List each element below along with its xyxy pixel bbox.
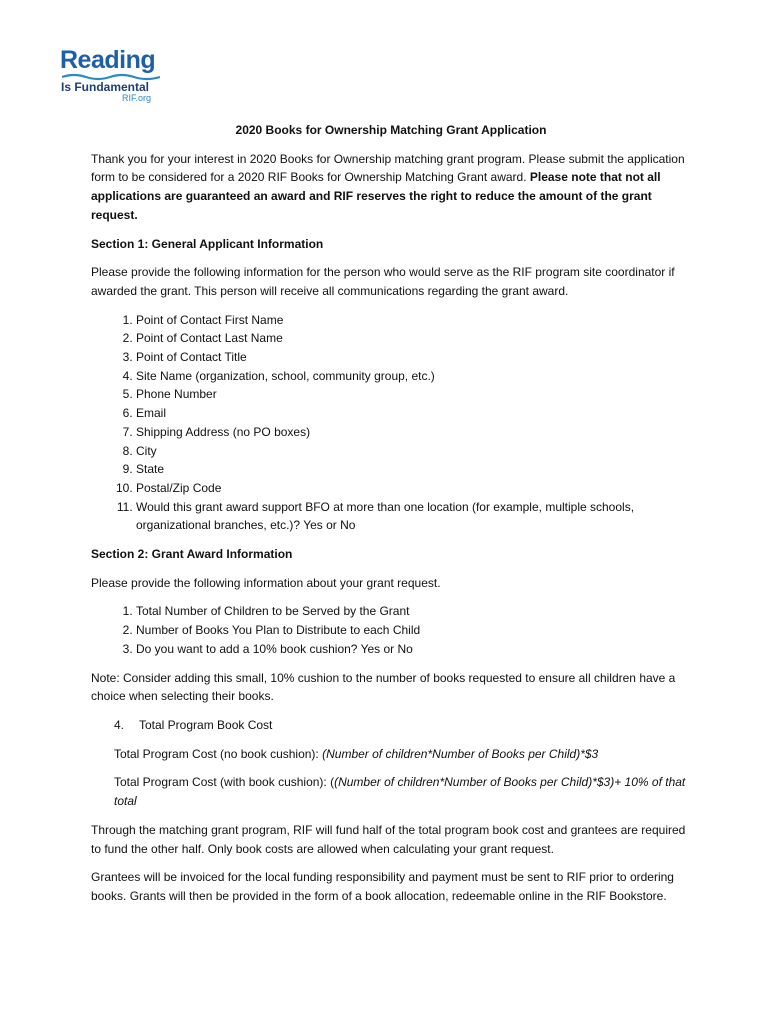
section2-list bbox=[91, 602, 691, 658]
item4-label: Total Program Book Cost bbox=[139, 717, 273, 732]
list-item: 3. Point of Contact Title bbox=[136, 348, 691, 367]
list-item: 1. Point of Contact First Name bbox=[136, 311, 691, 330]
list-item: 6. Email bbox=[136, 404, 691, 423]
cushion-note: Note: Consider adding this small, 10% cushion to the number of books requested to ensure all children have a choice when selecting their books. bbox=[91, 670, 676, 704]
item4-number: 4. bbox=[114, 717, 125, 732]
intro-bold-text: Please note that not all applications are guaranteed an award and RIF reserves the right to reduce the amount of the grant request. bbox=[91, 170, 661, 222]
list-item: 1. Total Number of Children to be Served by the Grant bbox=[136, 602, 691, 621]
section1-list bbox=[91, 311, 691, 535]
cost-no-cushion bbox=[114, 745, 691, 764]
list-item: 11. Would this grant award support BFO at more than one location (for example, multiple schools, organizational branches, etc.)? Yes or No bbox=[136, 498, 691, 535]
list-item: 9. State bbox=[136, 460, 691, 479]
section1-heading: Section 1: General Applicant Information bbox=[91, 236, 324, 251]
list-item: 8. City bbox=[136, 442, 691, 461]
logo-rif-org-text: RIF.org bbox=[122, 93, 152, 103]
intro-paragraph bbox=[91, 150, 691, 225]
section2-heading: Section 2: Grant Award Information bbox=[91, 547, 293, 562]
cost-with-cushion-label: Total Program Cost (with book cushion): ( bbox=[114, 775, 335, 790]
logo-is-fundamental-text: Is Fundamental bbox=[61, 80, 150, 94]
list-item: 5. Phone Number bbox=[136, 385, 691, 404]
cost-with-cushion-formula: (Number of children*Number of Books per Child)*$3)+ 10% of that total bbox=[114, 775, 686, 809]
total-program-cost-item bbox=[114, 716, 691, 735]
invoice-paragraph: Grantees will be invoiced for the local funding responsibility and payment must be sent to RIF prior to ordering books. Grants will then be provided in the form of a book allocation, redeemable online in the RIF Bookstore. bbox=[91, 870, 674, 903]
list-item: 2. Point of Contact Last Name bbox=[136, 329, 691, 348]
list-item: 7. Shipping Address (no PO boxes) bbox=[136, 423, 691, 442]
intro-text: Thank you for your interest in 2020 Books for Ownership matching grant program. Please submit the application form to be considered for a 2020 RIF Books for Ownership Matching Grant award. bbox=[91, 151, 685, 185]
list-item: 3. Do you want to add a 10% book cushion? Yes or No bbox=[136, 640, 691, 659]
cost-with-cushion bbox=[114, 773, 691, 810]
section1-description: Please provide the following information for the person who would serve as the RIF program site coordinator if awarded the grant. This person will receive all communications regarding the grant award. bbox=[91, 265, 675, 298]
list-item: 2. Number of Books You Plan to Distribute to each Child bbox=[136, 621, 691, 640]
document-title: 2020 Books for Ownership Matching Grant Application bbox=[235, 123, 547, 137]
document-body bbox=[91, 121, 691, 916]
section2-description: Please provide the following information about your grant request. bbox=[91, 575, 441, 590]
matching-paragraph: Through the matching grant program, RIF will fund half of the total program book cost and grantees are required to fund the other half. Only book costs are allowed when calculating your grant request. bbox=[91, 822, 686, 856]
cost-no-cushion-label: Total Program Cost (no book cushion): bbox=[114, 746, 323, 761]
cost-no-cushion-formula: (Number of children*Number of Books per Child)*$3 bbox=[322, 746, 599, 761]
rif-logo bbox=[60, 46, 170, 102]
list-item: 10. Postal/Zip Code bbox=[136, 479, 691, 498]
logo-reading-text: Reading bbox=[60, 46, 156, 74]
list-item: 4. Site Name (organization, school, community group, etc.) bbox=[136, 367, 691, 386]
